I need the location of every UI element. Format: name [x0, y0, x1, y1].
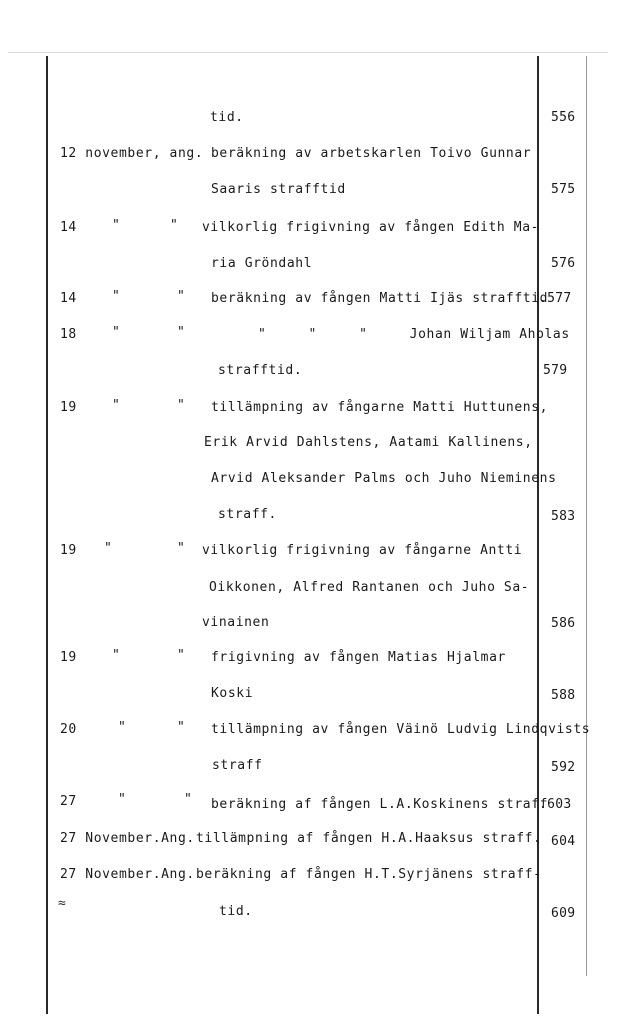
entry-text: straff	[212, 758, 263, 773]
entry-date: 19	[60, 543, 77, 558]
entry-text: strafftid.	[218, 363, 303, 378]
entry-date: 27 November.Ang.	[60, 831, 195, 846]
entry-text: straff.	[218, 507, 277, 522]
ditto-mark: "	[177, 289, 186, 304]
entry-page: 579	[543, 363, 568, 378]
ditto-mark: "	[177, 720, 186, 735]
entry-text: vilkorlig frigivning av fångarne Antti	[202, 543, 523, 558]
ditto-mark: "	[170, 218, 179, 233]
entry-text: beräkning af fången H.T.Syrjänens straff-	[196, 867, 542, 882]
entry-date: 14	[60, 291, 77, 306]
ditto-mark: "	[112, 218, 121, 233]
ditto-mark: "	[177, 648, 186, 663]
entry-text: vinainen	[202, 615, 270, 630]
entry-page: 576	[551, 256, 576, 271]
entry-date: 27	[60, 794, 77, 809]
ditto-mark: "	[112, 398, 121, 413]
entry-date: 19	[60, 650, 77, 665]
ditto-mark: "	[177, 325, 186, 340]
entry-page: 556	[551, 110, 576, 125]
entry-text: beräkning av fången Matti Ijäs strafftid	[211, 291, 549, 306]
entry-page: 609	[551, 906, 576, 921]
top-rule	[8, 52, 608, 53]
entry-text: beräkning av arbetskarlen Toivo Gunnar	[211, 146, 532, 161]
ditto-mark: "	[112, 325, 121, 340]
entry-text: frigivning av fången Matias Hjalmar	[211, 650, 506, 665]
entry-text: vilkorlig frigivning av fången Edith Ma-	[202, 220, 540, 235]
entry-text: Erik Arvid Dahlstens, Aatami Kallinens,	[204, 435, 533, 450]
entry-page: 575	[551, 182, 576, 197]
entry-text: beräkning af fången L.A.Koskinens straff	[211, 797, 549, 812]
entry-page: .577	[539, 291, 572, 306]
ditto-mark: "	[104, 541, 113, 556]
entry-page: 588	[551, 688, 576, 703]
ditto-mark: "	[177, 541, 186, 556]
entry-date: 18	[60, 327, 77, 342]
margin-mark: ≈	[58, 896, 66, 911]
entry-text: tid.	[219, 904, 253, 919]
entry-text: Arvid Aleksander Palms och Juho Nieminens	[211, 471, 557, 486]
entry-page: .603	[539, 797, 572, 812]
entry-text: tillämpning av fången Väinö Ludvig Lindqvists	[211, 722, 591, 737]
entry-text: " " " Johan Wiljam Aholas	[258, 327, 570, 342]
entry-text: ria Gröndahl	[211, 256, 313, 271]
entry-page: 583	[551, 509, 576, 524]
ditto-mark: "	[177, 398, 186, 413]
entry-text: tillämpning av fångarne Matti Huttunens,	[211, 400, 549, 415]
ditto-mark: "	[112, 289, 121, 304]
ditto-mark: "	[112, 648, 121, 663]
entry-page: 592	[551, 760, 576, 775]
entry-date: 27 November.Ang.	[60, 867, 195, 882]
ditto-mark: "	[118, 792, 127, 807]
entry-text: tid.	[210, 110, 244, 125]
entry-text: Oikkonen, Alfred Rantanen och Juho Sa-	[209, 580, 530, 595]
entry-text: Saaris strafftid	[211, 182, 346, 197]
entry-date: 12 november, ang.	[60, 146, 204, 161]
entry-page: 586	[551, 616, 576, 631]
ditto-mark: "	[118, 720, 127, 735]
entry-date: 20	[60, 722, 77, 737]
entry-page: 604	[551, 834, 576, 849]
entry-text: tillämpning af fången H.A.Haaksus straff.	[196, 831, 542, 846]
outer-rule	[586, 56, 587, 976]
left-margin-rule	[46, 56, 48, 1014]
entry-date: 14	[60, 220, 77, 235]
entry-text: Koski	[211, 686, 254, 701]
entry-date: 19	[60, 400, 77, 415]
ditto-mark: "	[184, 792, 193, 807]
